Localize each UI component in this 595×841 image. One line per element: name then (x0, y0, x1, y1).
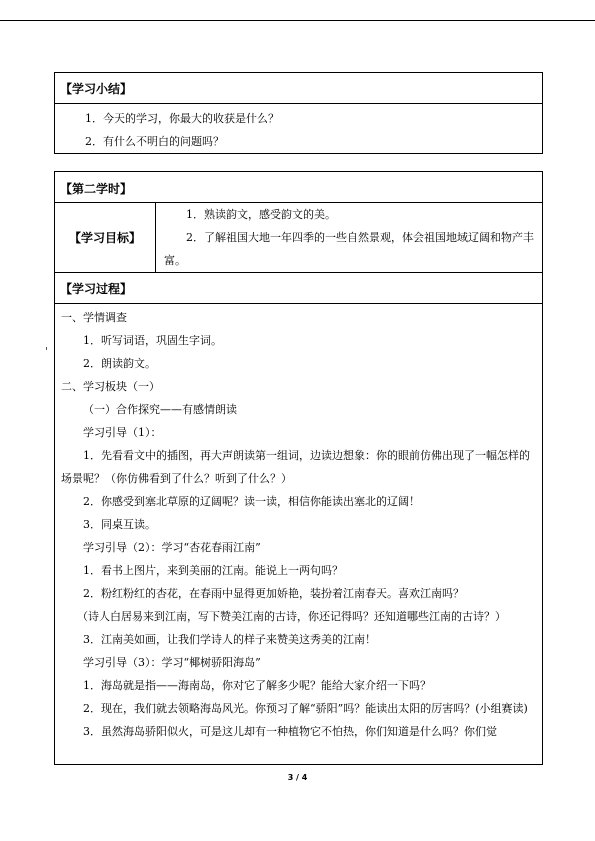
margin-mark (46, 347, 47, 350)
goal-item: 2．了解祖国大地一年四季的一些自然景观，体会祖国地域辽阔和物产丰富。 (164, 231, 534, 267)
process-line: 一、学情调查 (61, 311, 127, 324)
summary-header: 【学习小结】 (60, 82, 133, 96)
process-label: 【学习过程】 (60, 282, 133, 296)
process-line: 2．现在，我们就去领略海岛风光。你预习了解“骄阳”吗？能读出太阳的厉害吗？(小组赛读) (83, 702, 528, 715)
lesson2-header-cell (55, 172, 543, 203)
summary-body-cell (55, 104, 543, 154)
process-line: 2．粉红粉红的杏花，在春雨中显得更加娇艳，装扮着江南春天。喜欢江南吗？ (83, 587, 464, 600)
process-line: 3．同桌互读。 (83, 518, 156, 531)
process-line: 学习引导（1）： (83, 426, 162, 439)
process-line: 1．先看看文中的插图，再大声朗读第一组词，边读边想象：你的眼前仿佛出现了一幅怎样的场景呢？（你仿佛看到了什么？听到了什么？） (61, 449, 530, 485)
process-label-cell (55, 273, 543, 304)
page-top-rule (0, 20, 595, 21)
lesson2-table (54, 171, 543, 765)
goals-label-cell (55, 203, 156, 273)
process-line: （一）合作探究——有感情朗读 (83, 403, 237, 416)
goal-item: 1．熟读韵文，感受韵文的美。 (186, 208, 336, 221)
process-line: 1．海岛就是指——海南岛，你对它了解多少呢？能给大家介绍一下吗？ (83, 679, 431, 692)
process-line: 2．你感受到塞北草原的辽阔呢？读一读，相信你能读出塞北的辽阔！ (83, 495, 420, 508)
process-line: 3．虽然海岛骄阳似火，可是这儿却有一种植物它不怕热，你们知道是什么吗？你们觉 (83, 725, 497, 738)
page-number: 3 / 4 (287, 773, 308, 782)
process-line: 学习引导（2）：学习“杏花春雨江南” (83, 541, 261, 554)
summary-item: 1．今天的学习，你最大的收获是什么？ (85, 112, 279, 125)
summary-item: 2．有什么不明白的问题吗？ (85, 135, 224, 148)
process-line: （诗人白居易来到江南，写下赞美江南的古诗，你还记得吗？还知道哪些江南的古诗？） (77, 610, 506, 623)
goals-label: 【学习目标】 (68, 231, 141, 245)
process-line: 2．朗读韵文。 (83, 357, 156, 370)
process-line: 二、学习板块（一） (61, 380, 160, 393)
lesson2-header: 【第二学时】 (60, 182, 133, 196)
process-line: 3．江南美如画，让我们学诗人的样子来赞美这秀美的江南！ (83, 633, 376, 646)
process-line: 1．听写词语，巩固生字词。 (83, 334, 222, 347)
summary-header-cell (55, 73, 543, 104)
goals-content-cell (156, 203, 543, 273)
process-line: 学习引导（3）：学习“椰树骄阳海岛” (83, 656, 261, 669)
process-line: 1．看书上图片，来到美丽的江南。能说上一两句吗？ (83, 564, 343, 577)
process-body-cell (55, 304, 543, 765)
summary-table (54, 72, 543, 154)
